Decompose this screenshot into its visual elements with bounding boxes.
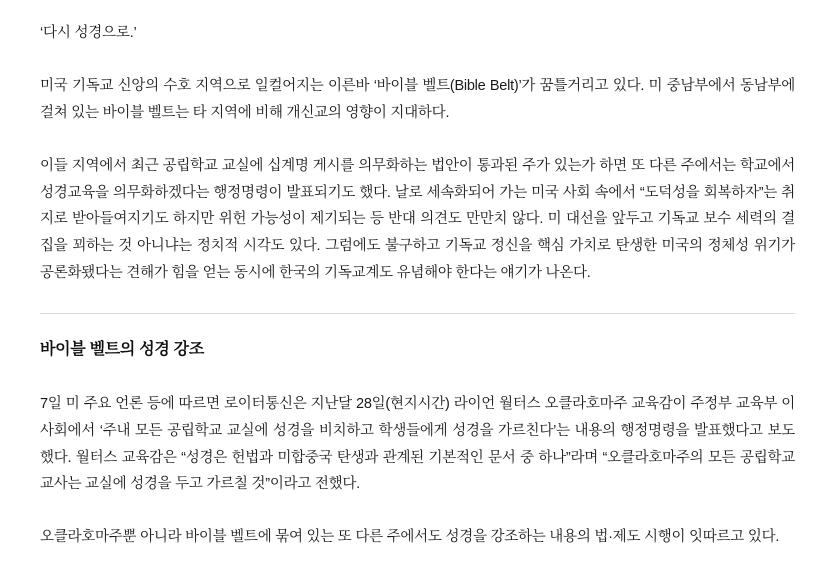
- article-paragraph: 이들 지역에서 최근 공립학교 교실에 십계명 게시를 의무화하는 법안이 통과된 주가 있는가 하면 또 다른 주에서는 학교에서 성경교육을 의무화하겠다는 행정명령이 발표되기도 했다. 날로 세속화되어 가는 미국 사회 속에서 “도덕성을 회복하자”는 취지로 받아들여지기도 하지만 위헌 가능성이 제기되는 등 반대 의견도 만만치 않다. 미 대선을 앞두고 기독교 보수 세력의 결집을 꾀하는 것 아니냐는 정치적 시각도 있다. 그럼에도 불구하고 기독교 정신을 핵심 가치로 탄생한 미국의 정체성 위기가 공론화됐다는 견해가 힘을 얻는 동시에 한국의 기독교계도 유념해야 한다는 얘기가 나온다.: [40, 157, 795, 282]
- article-paragraph: 오클라호마주뿐 아니라 바이블 벨트에 묶여 있는 또 다른 주에서도 성경을 강조하는 내용의 법·제도 시행이 잇따르고 있다.: [40, 529, 780, 546]
- article-paragraph: 7일 미 주요 언론 등에 따르면 로이터통신은 지난달 28일(현지시간) 라이언 월터스 오클라호마주 교육감이 주정부 교육부 이사회에서 ‘주내 모든 공립학교 교실에 성경을 비치하고 학생들에게 성경을 가르친다’는 내용의 행정명령을 발표했다고 보도했다. 월터스 교육감은 “성경은 헌법과 미합중국 탄생과 관계된 기본적인 문서 중 하나”라며 “오클라호마주의 모든 공립학교 교사는 교실에 성경을 두고 가르칠 것”이라고 전했다.: [40, 395, 795, 493]
- section-heading: 바이블 벨트의 성경 강조: [40, 340, 204, 358]
- article-lead: ‘다시 성경으로.’: [40, 25, 137, 41]
- section-divider: [40, 313, 795, 314]
- article-paragraph: 미국 기독교 신앙의 수호 지역으로 일컬어지는 이른바 ‘바이블 벨트(Bible Belt)’가 꿈틀거리고 있다. 미 중남부에서 동남부에 걸쳐 있는 바이블 벨트는 타 지역에 비해 개신교의 영향이 지대하다.: [40, 78, 795, 121]
